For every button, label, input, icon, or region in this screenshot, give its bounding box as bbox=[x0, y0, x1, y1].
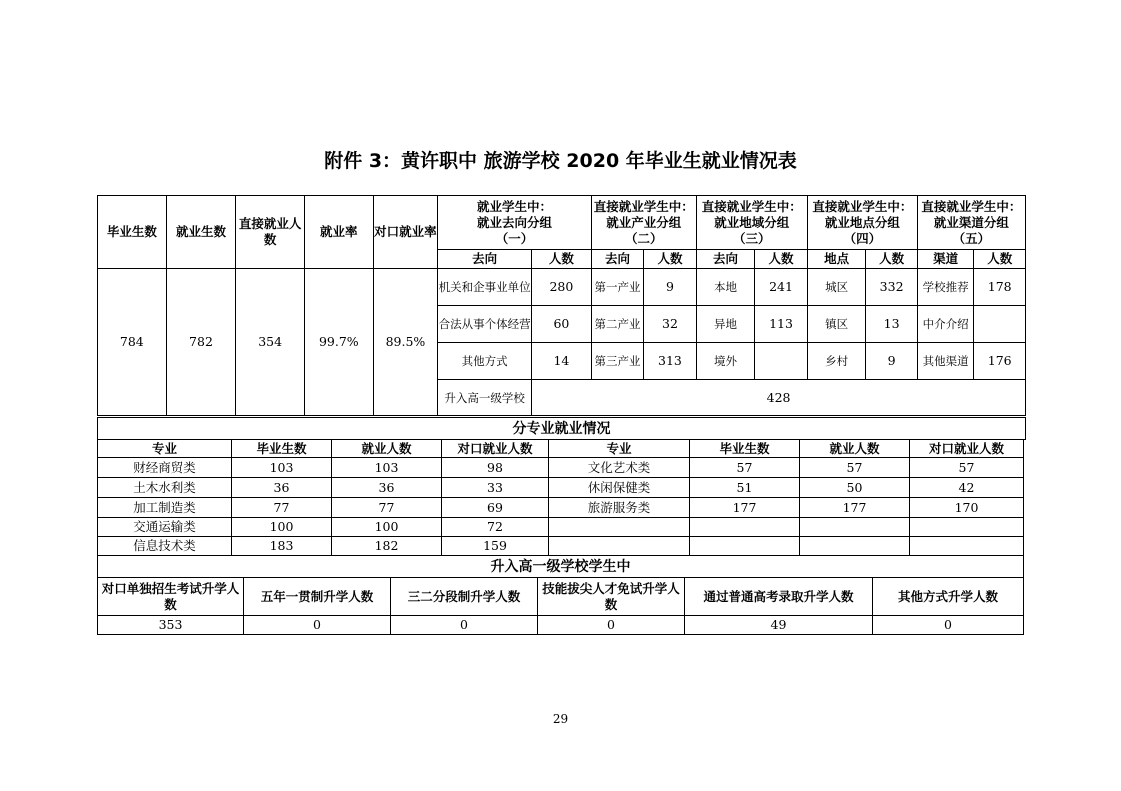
table-cell: 353 bbox=[98, 616, 244, 635]
table-cell: 信息技术类 bbox=[98, 537, 232, 556]
table-cell: 文化艺术类 bbox=[549, 458, 690, 478]
table-cell: 50 bbox=[800, 478, 910, 498]
g1-label: 其他方式 bbox=[438, 343, 532, 380]
g2-count: 32 bbox=[644, 306, 697, 343]
table-cell bbox=[800, 518, 910, 537]
g4-count: 13 bbox=[866, 306, 918, 343]
subheader-g2-count: 人数 bbox=[644, 250, 697, 269]
value-matched-rate: 89.5% bbox=[373, 269, 438, 416]
table-cell: 0 bbox=[538, 616, 685, 635]
subheader-g3-name: 去向 bbox=[696, 250, 755, 269]
g3-count: 113 bbox=[755, 306, 808, 343]
subheader-g2-name: 去向 bbox=[591, 250, 644, 269]
by-major-table bbox=[97, 439, 1024, 556]
header-group2: 直接就业学生中： 就业产业分组 （二） bbox=[591, 196, 696, 250]
table-cell bbox=[800, 537, 910, 556]
table-cell: 36 bbox=[232, 478, 332, 498]
header-direct: 直接就业人数 bbox=[236, 196, 305, 269]
g1-count: 280 bbox=[532, 269, 592, 306]
table-cell: 土木水利类 bbox=[98, 478, 232, 498]
table-cell: 72 bbox=[442, 518, 549, 537]
col-header: 五年一贯制升学人数 bbox=[244, 578, 391, 616]
further-study-label: 升入高一级学校 bbox=[438, 380, 532, 416]
table-cell: 57 bbox=[910, 458, 1024, 478]
table-cell: 98 bbox=[442, 458, 549, 478]
g1-label: 机关和企事业单位 bbox=[438, 269, 532, 306]
table-cell: 177 bbox=[800, 498, 910, 518]
further-study-table bbox=[97, 555, 1024, 635]
value-direct: 354 bbox=[236, 269, 305, 416]
table-cell: 159 bbox=[442, 537, 549, 556]
table-cell: 33 bbox=[442, 478, 549, 498]
table-cell: 77 bbox=[332, 498, 442, 518]
table-cell: 0 bbox=[244, 616, 391, 635]
value-graduates: 784 bbox=[98, 269, 167, 416]
table-row bbox=[98, 458, 1024, 478]
g3-count: 241 bbox=[755, 269, 808, 306]
by-major-title: 分专业就业情况 bbox=[98, 418, 1026, 440]
value-employed: 782 bbox=[166, 269, 236, 416]
header-matched-rate: 对口就业率 bbox=[373, 196, 438, 269]
header-group5: 直接就业学生中： 就业渠道分组 （五） bbox=[917, 196, 1025, 250]
table-row bbox=[98, 537, 1024, 556]
table-cell: 77 bbox=[232, 498, 332, 518]
g2-label: 第二产业 bbox=[591, 306, 644, 343]
table-cell: 100 bbox=[332, 518, 442, 537]
table-cell: 100 bbox=[232, 518, 332, 537]
g2-label: 第一产业 bbox=[591, 269, 644, 306]
g1-label: 合法从事个体经营 bbox=[438, 306, 532, 343]
by-major-section bbox=[97, 417, 1026, 440]
subheader-g4-count: 人数 bbox=[866, 250, 918, 269]
subheader-g1-count: 人数 bbox=[532, 250, 592, 269]
table-row bbox=[98, 498, 1024, 518]
col-header: 对口就业人数 bbox=[910, 440, 1024, 458]
table-cell: 0 bbox=[391, 616, 538, 635]
col-header: 就业人数 bbox=[800, 440, 910, 458]
g5-label: 其他渠道 bbox=[917, 343, 974, 380]
table-cell: 旅游服务类 bbox=[549, 498, 690, 518]
table-row bbox=[98, 616, 1024, 635]
g1-count: 14 bbox=[532, 343, 592, 380]
table-cell: 休闲保健类 bbox=[549, 478, 690, 498]
table-cell: 财经商贸类 bbox=[98, 458, 232, 478]
g3-count bbox=[755, 343, 808, 380]
header-graduates: 毕业生数 bbox=[98, 196, 167, 269]
g5-count bbox=[974, 306, 1026, 343]
g5-label: 学校推荐 bbox=[917, 269, 974, 306]
table-cell bbox=[690, 518, 800, 537]
header-group3: 直接就业学生中： 就业地域分组 （三） bbox=[696, 196, 807, 250]
g4-label: 镇区 bbox=[807, 306, 866, 343]
summary-table bbox=[97, 195, 1026, 416]
subheader-g3-count: 人数 bbox=[755, 250, 808, 269]
g2-label: 第三产业 bbox=[591, 343, 644, 380]
g2-count: 313 bbox=[644, 343, 697, 380]
table-cell: 177 bbox=[690, 498, 800, 518]
col-header: 就业人数 bbox=[332, 440, 442, 458]
g1-count: 60 bbox=[532, 306, 592, 343]
col-header: 对口就业人数 bbox=[442, 440, 549, 458]
header-group1: 就业学生中： 就业去向分组 （一） bbox=[438, 196, 591, 250]
table-cell: 36 bbox=[332, 478, 442, 498]
g4-count: 332 bbox=[866, 269, 918, 306]
table-cell: 183 bbox=[232, 537, 332, 556]
further-study-value: 428 bbox=[532, 380, 1026, 416]
g2-count: 9 bbox=[644, 269, 697, 306]
table-cell: 交通运输类 bbox=[98, 518, 232, 537]
col-header: 三二分段制升学人数 bbox=[391, 578, 538, 616]
table-cell: 42 bbox=[910, 478, 1024, 498]
table-cell bbox=[549, 537, 690, 556]
table-row bbox=[98, 518, 1024, 537]
table-cell bbox=[910, 518, 1024, 537]
table-cell bbox=[690, 537, 800, 556]
header-group4: 直接就业学生中： 就业地点分组 （四） bbox=[807, 196, 917, 250]
g4-label: 城区 bbox=[807, 269, 866, 306]
table-cell: 49 bbox=[685, 616, 873, 635]
col-header: 毕业生数 bbox=[690, 440, 800, 458]
g5-count: 176 bbox=[974, 343, 1026, 380]
col-header: 技能拔尖人才免试升学人数 bbox=[538, 578, 685, 616]
table-cell: 57 bbox=[690, 458, 800, 478]
page-title: 附件 3：黄许职中 旅游学校 2020 年毕业生就业情况表 bbox=[324, 150, 797, 172]
further-study-title: 升入高一级学校学生中 bbox=[98, 556, 1024, 578]
subheader-g5-count: 人数 bbox=[974, 250, 1026, 269]
table-cell: 69 bbox=[442, 498, 549, 518]
table-cell bbox=[549, 518, 690, 537]
g3-label: 境外 bbox=[696, 343, 755, 380]
col-header: 专业 bbox=[98, 440, 232, 458]
by-major-header-row bbox=[98, 440, 1024, 458]
col-header: 对口单独招生考试升学人数 bbox=[98, 578, 244, 616]
table-cell: 57 bbox=[800, 458, 910, 478]
col-header: 其他方式升学人数 bbox=[873, 578, 1024, 616]
g4-label: 乡村 bbox=[807, 343, 866, 380]
table-cell: 103 bbox=[332, 458, 442, 478]
subheader-g1-name: 去向 bbox=[438, 250, 532, 269]
subheader-g4-name: 地点 bbox=[807, 250, 866, 269]
table-cell: 加工制造类 bbox=[98, 498, 232, 518]
table-cell: 103 bbox=[232, 458, 332, 478]
table-cell: 51 bbox=[690, 478, 800, 498]
page-number: 29 bbox=[552, 712, 569, 726]
g3-label: 本地 bbox=[696, 269, 755, 306]
g5-count: 178 bbox=[974, 269, 1026, 306]
table-row bbox=[98, 478, 1024, 498]
table-cell: 182 bbox=[332, 537, 442, 556]
header-employed: 就业生数 bbox=[166, 196, 236, 269]
col-header: 毕业生数 bbox=[232, 440, 332, 458]
col-header: 通过普通高考录取升学人数 bbox=[685, 578, 873, 616]
subheader-g5-name: 渠道 bbox=[917, 250, 974, 269]
further-study-header-row bbox=[98, 578, 1024, 616]
g3-label: 异地 bbox=[696, 306, 755, 343]
header-rate: 就业率 bbox=[304, 196, 373, 269]
table-cell: 0 bbox=[873, 616, 1024, 635]
col-header: 专业 bbox=[549, 440, 690, 458]
value-rate: 99.7% bbox=[304, 269, 373, 416]
table-cell bbox=[910, 537, 1024, 556]
g5-label: 中介介绍 bbox=[917, 306, 974, 343]
table-cell: 170 bbox=[910, 498, 1024, 518]
g4-count: 9 bbox=[866, 343, 918, 380]
